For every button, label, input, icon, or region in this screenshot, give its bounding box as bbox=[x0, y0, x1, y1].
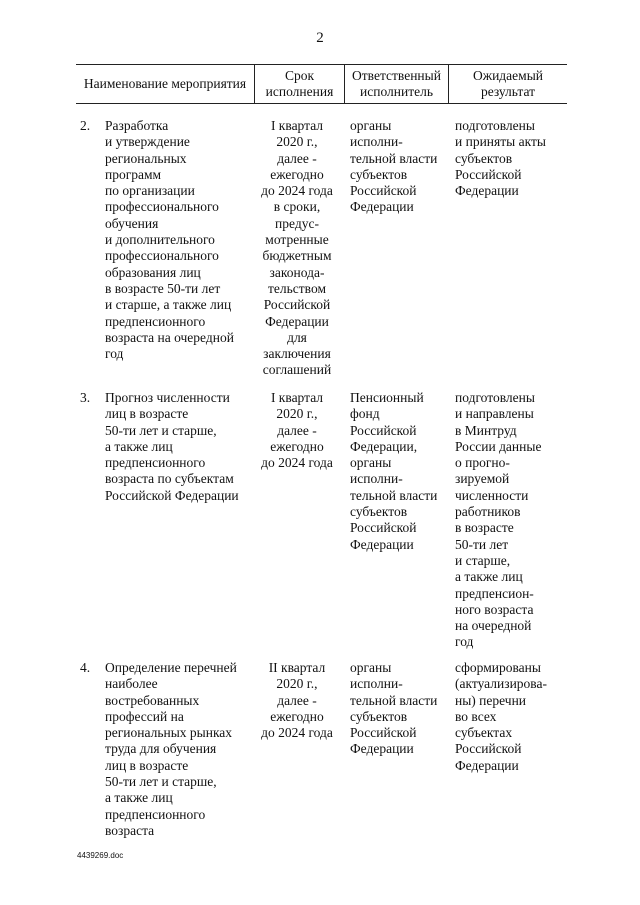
row-result: подготовлены и направлены в Минтруд России данные о прогно- зируемой численности работников в возрасте 50-ти лет и старше, а также лиц предпенсион- ного возраста на очередной год bbox=[455, 390, 542, 650]
header-deadline: Срок исполнения bbox=[265, 68, 334, 99]
row-deadline: I квартал 2020 г., далее - ежегодно до 2024 года в сроки, предус- мотренные бюджетным законода- тельством Российской Федерации для заключения соглашений bbox=[261, 118, 333, 378]
row-name: Определение перечней наиболее востребованных профессий на региональных рынках труда для обучения лиц в возрасте 50-ти лет и старше, а также лиц предпенсионного возраста bbox=[105, 660, 237, 838]
header-name: Наименование мероприятия bbox=[83, 76, 247, 91]
row-number: 2. bbox=[80, 118, 91, 133]
table-header bbox=[76, 64, 567, 104]
row-number: 3. bbox=[80, 390, 91, 405]
row-executor: органы исполни- тельной власти субъектов Российской Федерации bbox=[350, 660, 438, 757]
row-result: сформированы (актуализирова- ны) перечни во всех субъектах Российской Федерации bbox=[455, 660, 547, 773]
row-name: Прогноз численности лиц в возрасте 50-ти лет и старше, а также лиц предпенсионного возраста по субъектам Российской Федерации bbox=[105, 390, 239, 503]
header-result: Ожидаемый результат bbox=[473, 68, 543, 99]
row-deadline: I квартал 2020 г., далее - ежегодно до 2024 года bbox=[261, 390, 333, 471]
row-number: 4. bbox=[80, 660, 91, 675]
row-result: подготовлены и приняты акты субъектов Российской Федерации bbox=[455, 118, 546, 199]
page-number: 2 bbox=[316, 30, 324, 46]
row-executor: Пенсионный фонд Российской Федерации, органы исполни- тельной власти субъектов Российской Федерации bbox=[350, 390, 438, 552]
header-executor: Ответственный исполнитель bbox=[352, 68, 441, 99]
row-deadline: II квартал 2020 г., далее - ежегодно до 2024 года bbox=[261, 660, 333, 741]
document-filename: 4439269.doc bbox=[77, 851, 124, 860]
row-name: Разработка и утверждение региональных программ по организации профессионального обучения и дополнительного профессионального образования лиц в возрасте 50-ти лет и старше, а также лиц предпенсионного возраста на очередной год bbox=[105, 118, 234, 362]
row-executor: органы исполни- тельной власти субъектов Российской Федерации bbox=[350, 118, 438, 215]
